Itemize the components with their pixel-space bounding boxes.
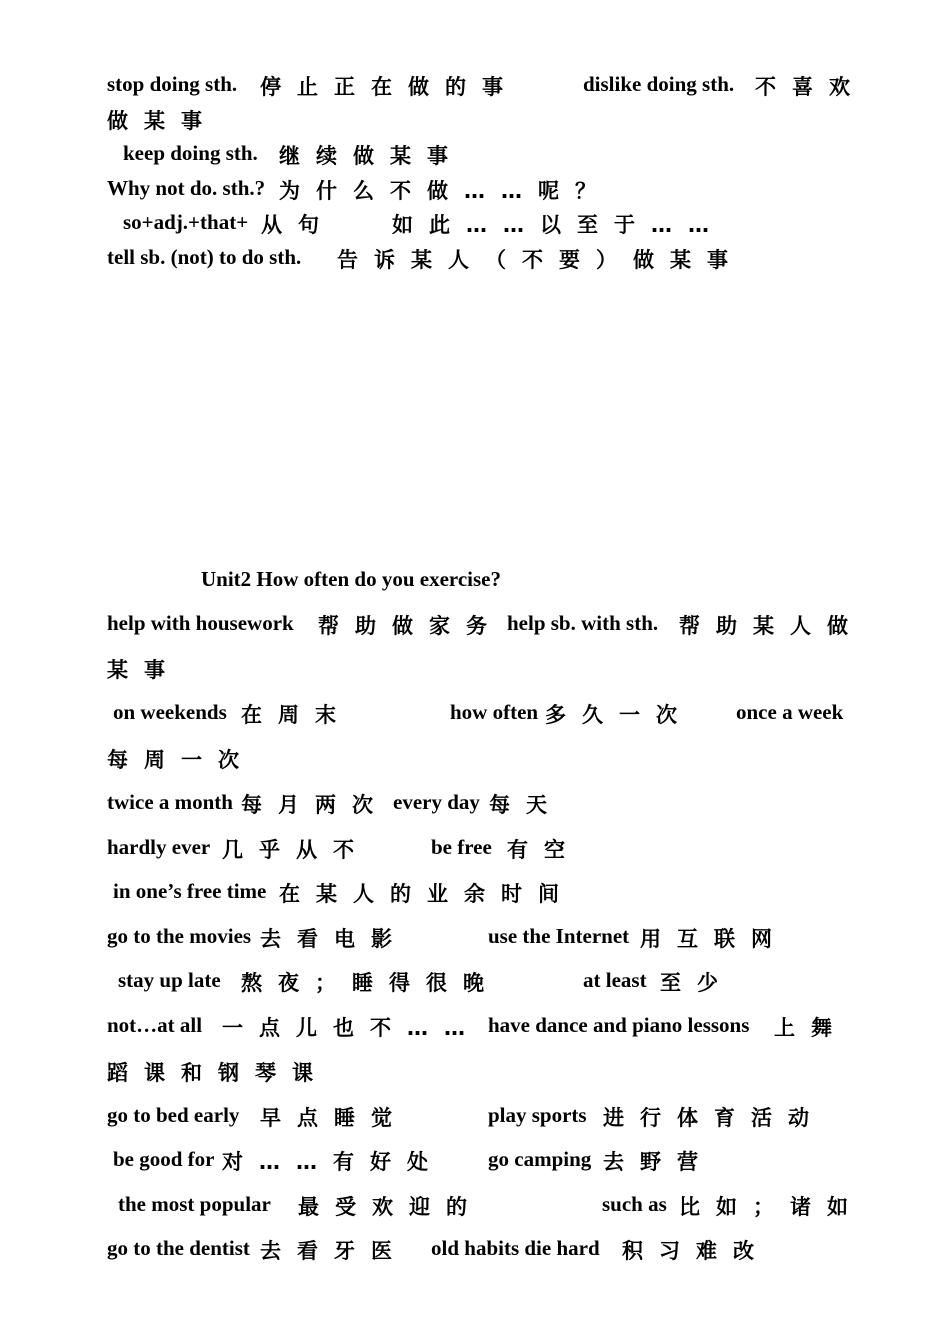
meaning-go-to-dentist: 去看牙医	[260, 1239, 408, 1263]
phrase-not-at-all: not…at all	[107, 1013, 203, 1037]
meaning-such-as: 比如；诸如	[679, 1195, 864, 1219]
phrase-twice-a-month: twice a month	[107, 790, 233, 814]
meaning-dislike-doing-cont: 做某事	[107, 109, 218, 133]
phrase-go-to-bed-early: go to bed early	[107, 1103, 240, 1127]
meaning-go-to-movies: 去看电影	[260, 927, 408, 951]
phrase-be-good-for: be good for	[113, 1147, 215, 1171]
meaning-keep-doing: 继续做某事	[279, 144, 464, 168]
meaning-free-time: 在某人的业余时间	[279, 882, 575, 906]
phrase-dislike-doing: dislike doing sth.	[583, 72, 735, 96]
meaning-so-that: 如此……以至于……	[392, 213, 725, 237]
meaning-stay-up-late: 熬夜；睡得很晚	[241, 971, 500, 995]
meaning-go-to-bed-early: 早点睡觉	[260, 1106, 408, 1130]
meaning-at-least: 至少	[660, 971, 734, 995]
phrase-use-internet: use the Internet	[488, 924, 630, 948]
phrase-be-free: be free	[431, 835, 492, 859]
phrase-dance-piano-lessons: have dance and piano lessons	[488, 1013, 750, 1037]
meaning-stop-doing: 停止正在做的事	[260, 75, 519, 99]
phrase-play-sports: play sports	[488, 1103, 587, 1127]
meaning-dislike-doing: 不喜欢	[755, 75, 866, 99]
meaning-be-good-for: 对……有好处	[222, 1150, 444, 1174]
phrase-at-least: at least	[583, 968, 647, 992]
phrase-go-to-dentist: go to the dentist	[107, 1236, 250, 1260]
meaning-play-sports: 进行体育活动	[603, 1106, 825, 1130]
phrase-keep-doing: keep doing sth.	[123, 141, 258, 165]
meaning-tell-sb: 告诉某人（不要）做某事	[337, 248, 744, 272]
phrase-stop-doing: stop doing sth.	[107, 72, 238, 96]
meaning-help-sb-with-cont: 某事	[107, 658, 181, 682]
meaning-on-weekends: 在周末	[241, 703, 352, 727]
phrase-help-with-housework: help with housework	[107, 611, 294, 635]
unit-title: Unit2 How often do you exercise?	[201, 567, 501, 591]
phrase-go-to-movies: go to the movies	[107, 924, 252, 948]
meaning-use-internet: 用互联网	[640, 927, 788, 951]
phrase-so-that: so+adj.+that+	[123, 210, 249, 234]
phrase-stay-up-late: stay up late	[118, 968, 221, 992]
phrase-free-time: in one’s free time	[113, 879, 267, 903]
meaning-clause: 从句	[261, 213, 335, 237]
meaning-twice-a-month: 每月两次	[241, 793, 389, 817]
meaning-help-with-housework: 帮助做家务	[318, 614, 503, 638]
phrase-why-not: Why not do. sth.?	[107, 176, 266, 200]
phrase-once-a-week: once a week	[736, 700, 844, 724]
meaning-old-habits: 积习难改	[622, 1239, 770, 1263]
phrase-tell-sb: tell sb. (not) to do sth.	[107, 245, 302, 269]
phrase-go-camping: go camping	[488, 1147, 592, 1171]
phrase-most-popular: the most popular	[118, 1192, 271, 1216]
meaning-why-not: 为什么不做……呢？	[279, 179, 612, 203]
meaning-be-free: 有空	[507, 838, 581, 862]
phrase-old-habits: old habits die hard	[431, 1236, 600, 1260]
meaning-not-at-all: 一点儿也不……	[222, 1016, 481, 1040]
phrase-such-as: such as	[602, 1192, 667, 1216]
meaning-dance-piano-lessons-cont: 蹈课和钢琴课	[107, 1061, 329, 1085]
meaning-go-camping: 去野营	[603, 1150, 714, 1174]
meaning-most-popular: 最受欢迎的	[298, 1195, 483, 1219]
meaning-dance-piano-lessons: 上舞	[774, 1016, 848, 1040]
meaning-help-sb-with: 帮助某人做	[679, 614, 864, 638]
phrase-every-day: every day	[393, 790, 480, 814]
phrase-hardly-ever: hardly ever	[107, 835, 211, 859]
phrase-on-weekends: on weekends	[113, 700, 227, 724]
meaning-every-day: 每天	[489, 793, 563, 817]
phrase-help-sb-with: help sb. with sth.	[507, 611, 659, 635]
meaning-how-often: 多久一次	[545, 703, 693, 727]
meaning-once-a-week: 每周一次	[107, 748, 255, 772]
phrase-how-often: how often	[450, 700, 539, 724]
meaning-hardly-ever: 几乎从不	[222, 838, 370, 862]
